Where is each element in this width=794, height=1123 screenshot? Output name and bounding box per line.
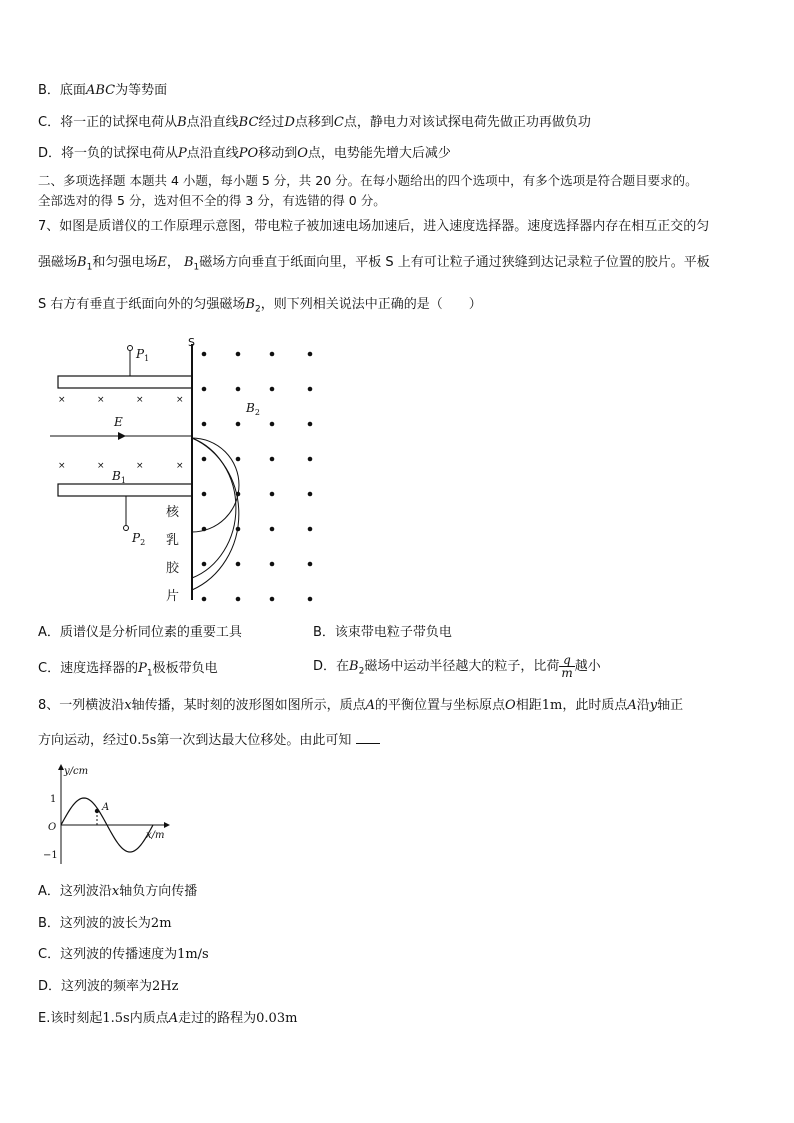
b2-dot (236, 387, 241, 392)
b2-dot (308, 527, 313, 532)
x-axis-arrow-icon (164, 822, 170, 828)
q8-option-a: A．这列波沿x轴负方向传播 (38, 884, 198, 899)
b2-dot (270, 457, 275, 462)
svg-text:核: 核 (166, 505, 180, 520)
q8-stem-line-1: 8、一列横波沿x轴传播，某时刻的波形图如图所示，质点A的平衡位置与坐标原点O相距1m，此时质点A沿y轴正 (38, 698, 684, 713)
label-b2: $B_2$ (246, 401, 260, 417)
b2-dot (236, 457, 241, 462)
b2-dot (308, 352, 313, 357)
b2-dot (236, 597, 241, 602)
label-p2: $P_2$ (132, 531, 146, 547)
svg-text:×: × (58, 395, 66, 405)
x-axis-label: x/m (146, 830, 165, 841)
terminal-p2-icon (124, 526, 129, 531)
b2-dot (308, 457, 313, 462)
svg-text:胶: 胶 (166, 561, 180, 576)
wave-graph (40, 762, 180, 872)
svg-text:×: × (58, 461, 66, 471)
charge-mass-fraction: $\frac{q}{m}$ (561, 653, 573, 680)
section-header-line-2: 全部选对的得 5 分，选对但不全的得 3 分，有选错的得 0 分。 (38, 193, 386, 208)
q6-option-b: B．底面ABC为等势面 (38, 83, 168, 98)
b2-dot-marks (202, 352, 313, 602)
label-b1: $B_1$ (112, 469, 126, 485)
y-axis-label: y/cm (64, 766, 89, 777)
b2-dot (202, 422, 207, 427)
svg-text:×: × (97, 395, 105, 405)
q7-option-a: A．质谱仪是分析同位素的重要工具 (38, 625, 242, 640)
svg-text:乳: 乳 (166, 533, 180, 548)
mass-spectrometer-figure (40, 330, 340, 610)
b2-dot (202, 492, 207, 497)
b2-dot (308, 387, 313, 392)
b2-dot (270, 527, 275, 532)
tick-minus-1: −1 (43, 850, 58, 861)
b2-dot (270, 562, 275, 567)
trajectory-2 (192, 438, 236, 578)
b2-dot (202, 457, 207, 462)
terminal-p1-icon (128, 346, 133, 351)
section-header-line-1: 二、多项选择题 本题共 4 小题，每小题 5 分，共 20 分。在每小题给出的四个选项中，有多个选项是符合题目要求的。 (38, 173, 698, 188)
upper-plate (58, 376, 192, 388)
b2-dot (308, 492, 313, 497)
q8-option-c: C．这列波的传播速度为1m/s (38, 947, 209, 962)
tick-1: 1 (50, 794, 57, 805)
b2-dot (236, 562, 241, 567)
q6-option-c: C．将一正的试探电荷从B点沿直线BC经过D点移到C点，静电力对该试探电荷先做正功再做负功 (38, 115, 591, 130)
q7-option-d: D．在$B_2$磁场中运动半径越大的粒子，比荷 $\frac{q}{m}$ 越小 (313, 653, 601, 680)
b2-dot (236, 352, 241, 357)
svg-text:×: × (136, 461, 144, 471)
svg-text:×: × (176, 461, 184, 471)
b2-dot (202, 387, 207, 392)
q7-option-c: C．速度选择器的$P_1$极板带负电 (38, 661, 218, 679)
b2-dot (202, 352, 207, 357)
beam-arrow-icon (118, 432, 126, 440)
b2-dot (270, 352, 275, 357)
lower-plate (58, 484, 192, 496)
svg-text:片: 片 (166, 589, 180, 604)
b2-dot (270, 422, 275, 427)
answer-blank (356, 731, 380, 744)
label-e: E (114, 415, 123, 429)
b2-dot (202, 527, 207, 532)
q7-stem-line-2: 强磁场$B_1$和匀强电场E， $B_1$磁场方向垂直于纸面向里，平板 S 上有可让粒子通过狭缝到达记录粒子位置的胶片。平板 (38, 255, 710, 273)
b2-dot (236, 527, 241, 532)
b2-dot (308, 422, 313, 427)
svg-text:×: × (136, 395, 144, 405)
q7-stem-line-3: S 右方有垂直于纸面向外的匀强磁场$B_2$，则下列相关说法中正确的是（ ） (38, 297, 482, 315)
b2-dot (202, 562, 207, 567)
b2-dot (270, 597, 275, 602)
label-p1: $P_1$ (136, 347, 150, 363)
trajectory-1 (192, 438, 239, 532)
q8-stem-line-2: 方向运动，经过0.5s第一次到达最大位移处。由此可知 (38, 731, 380, 750)
svg-text:×: × (97, 461, 105, 471)
q8-option-b: B．这列波的波长为2m (38, 916, 172, 931)
q8-option-e: E.该时刻起1.5s内质点A走过的路程为0.03m (38, 1011, 298, 1026)
point-a-marker (95, 809, 99, 813)
b2-dot (236, 492, 241, 497)
q6-option-d: D．将一负的试探电荷从P点沿直线PO移动到O点，电势能先增大后减少 (38, 146, 451, 161)
label-s: S (188, 336, 195, 349)
tick-origin: O (48, 822, 57, 833)
b2-dot (236, 422, 241, 427)
svg-text:×: × (176, 395, 184, 405)
b1-cross-marks (58, 395, 184, 471)
film-label (166, 504, 180, 604)
b2-dot (270, 387, 275, 392)
b2-dot (308, 597, 313, 602)
q8-option-d: D．这列波的频率为2Hz (38, 979, 179, 994)
b2-dot (308, 562, 313, 567)
q7-stem-line-1: 7、如图是质谱仪的工作原理示意图，带电粒子被加速电场加速后，进入速度选择器。速度选择器内存在相互正交的匀 (38, 219, 710, 234)
point-a-label: A (102, 802, 110, 813)
b2-dot (202, 597, 207, 602)
b2-dot (270, 492, 275, 497)
q7-option-b: B．该束带电粒子带负电 (313, 625, 452, 640)
